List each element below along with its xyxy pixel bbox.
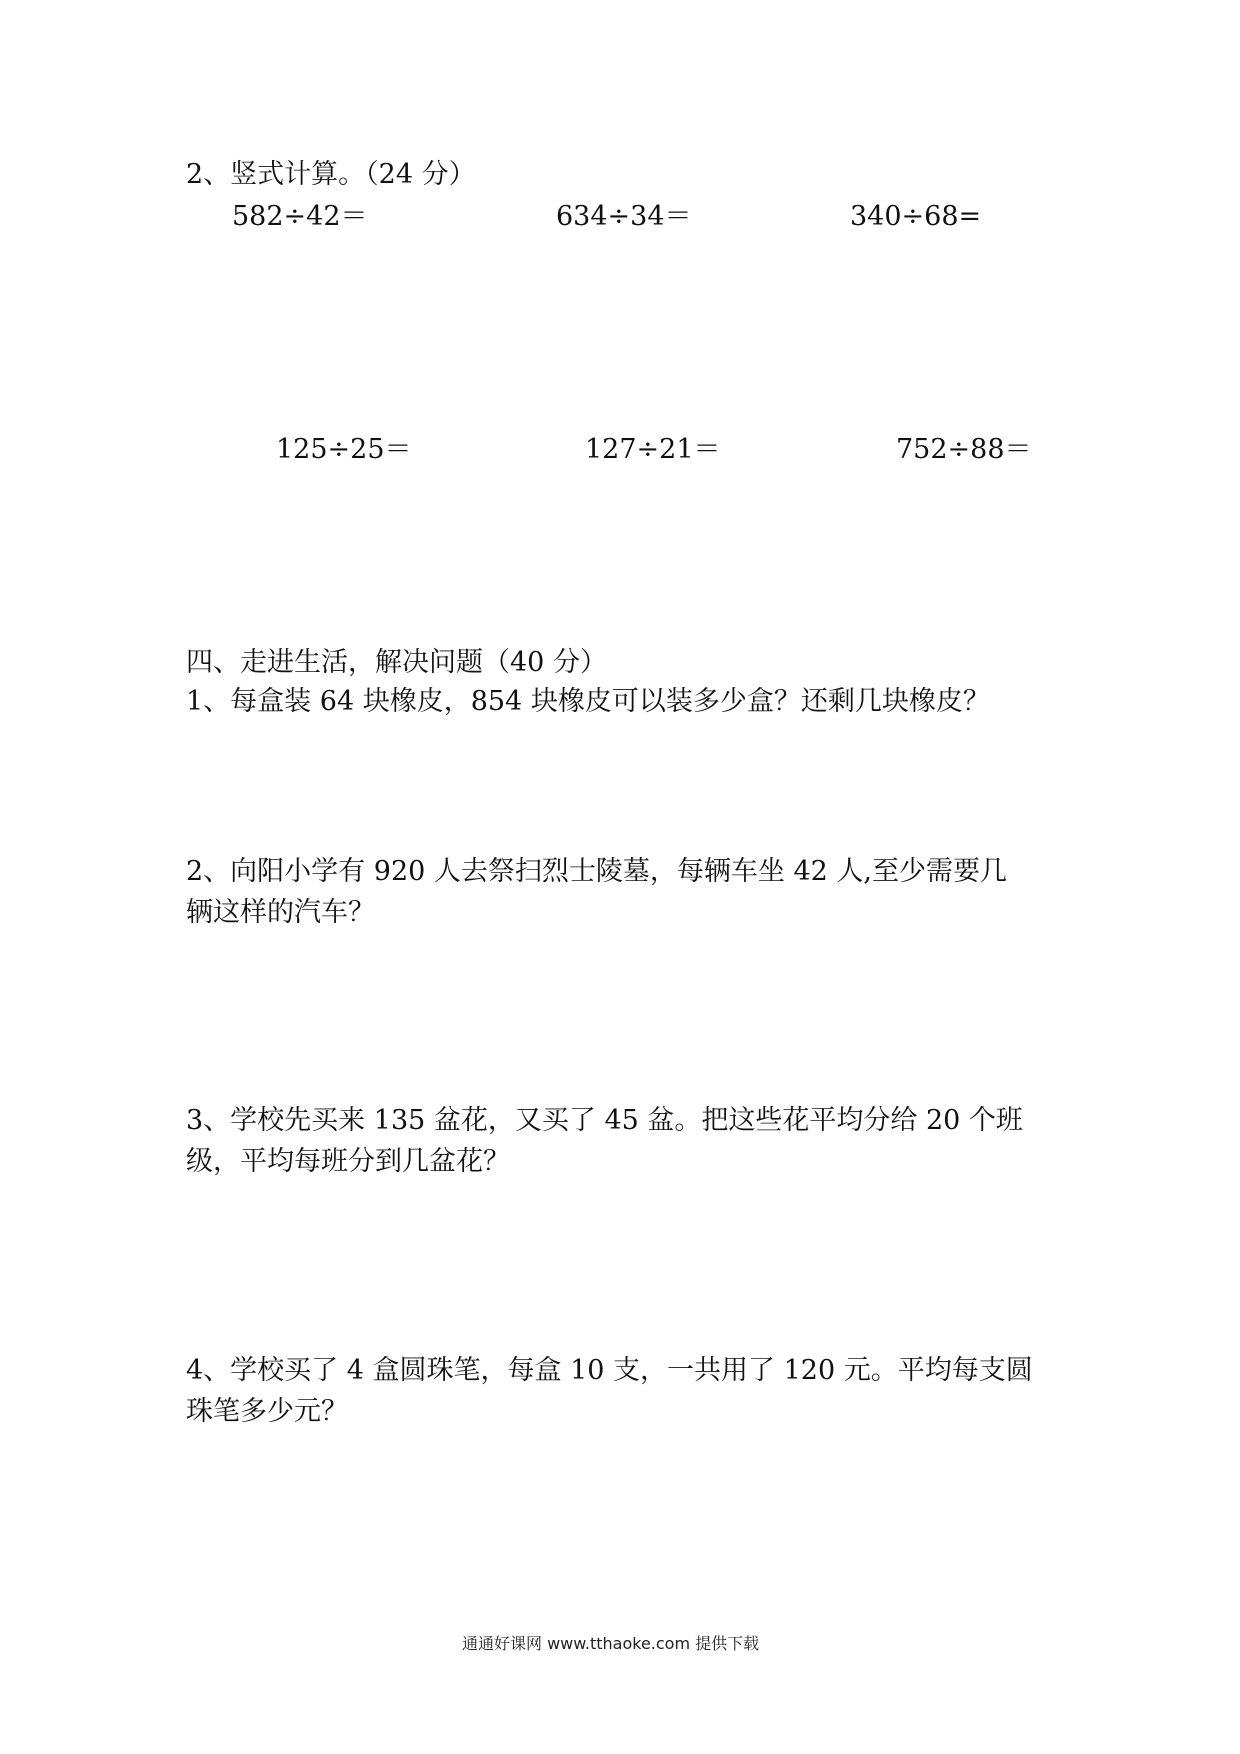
calc-problem-3: 340÷68= [850,201,982,232]
calc-problem-1: 582÷42＝ [232,201,368,232]
word-problem-2-line-2: 辆这样的汽车？ [186,897,375,928]
word-problem-4-line-1: 4、学校买了 4 盒圆珠笔，每盒 10 支，一共用了 120 元。平均每支圆 [186,1355,1033,1386]
footer-watermark: 通通好课网 www.tthaoke.com 提供下载 [462,1634,760,1653]
word-problem-3-line-2: 级，平均每班分到几盆花？ [186,1146,510,1177]
calc-problem-2: 634÷34＝ [556,201,692,232]
word-problem-3-line-1: 3、学校先买来 135 盆花，又买了 45 盆。把这些花平均分给 20 个班 [186,1105,1023,1136]
word-problem-1: 1、每盒装 64 块橡皮，854 块橡皮可以装多少盒？还剩几块橡皮？ [186,686,990,717]
section2-heading: 2、竖式计算。（24 分） [186,159,476,190]
word-problem-4-line-2: 珠笔多少元？ [186,1396,348,1427]
calc-problem-5: 127÷21＝ [585,434,721,465]
section4-heading: 四、走进生活，解决问题（40 分） [186,647,607,678]
word-problem-2-line-1: 2、向阳小学有 920 人去祭扫烈士陵墓，每辆车坐 42 人,至少需要几 [186,856,1007,887]
calc-problem-4: 125÷25＝ [276,434,412,465]
calc-problem-6: 752÷88＝ [896,434,1032,465]
